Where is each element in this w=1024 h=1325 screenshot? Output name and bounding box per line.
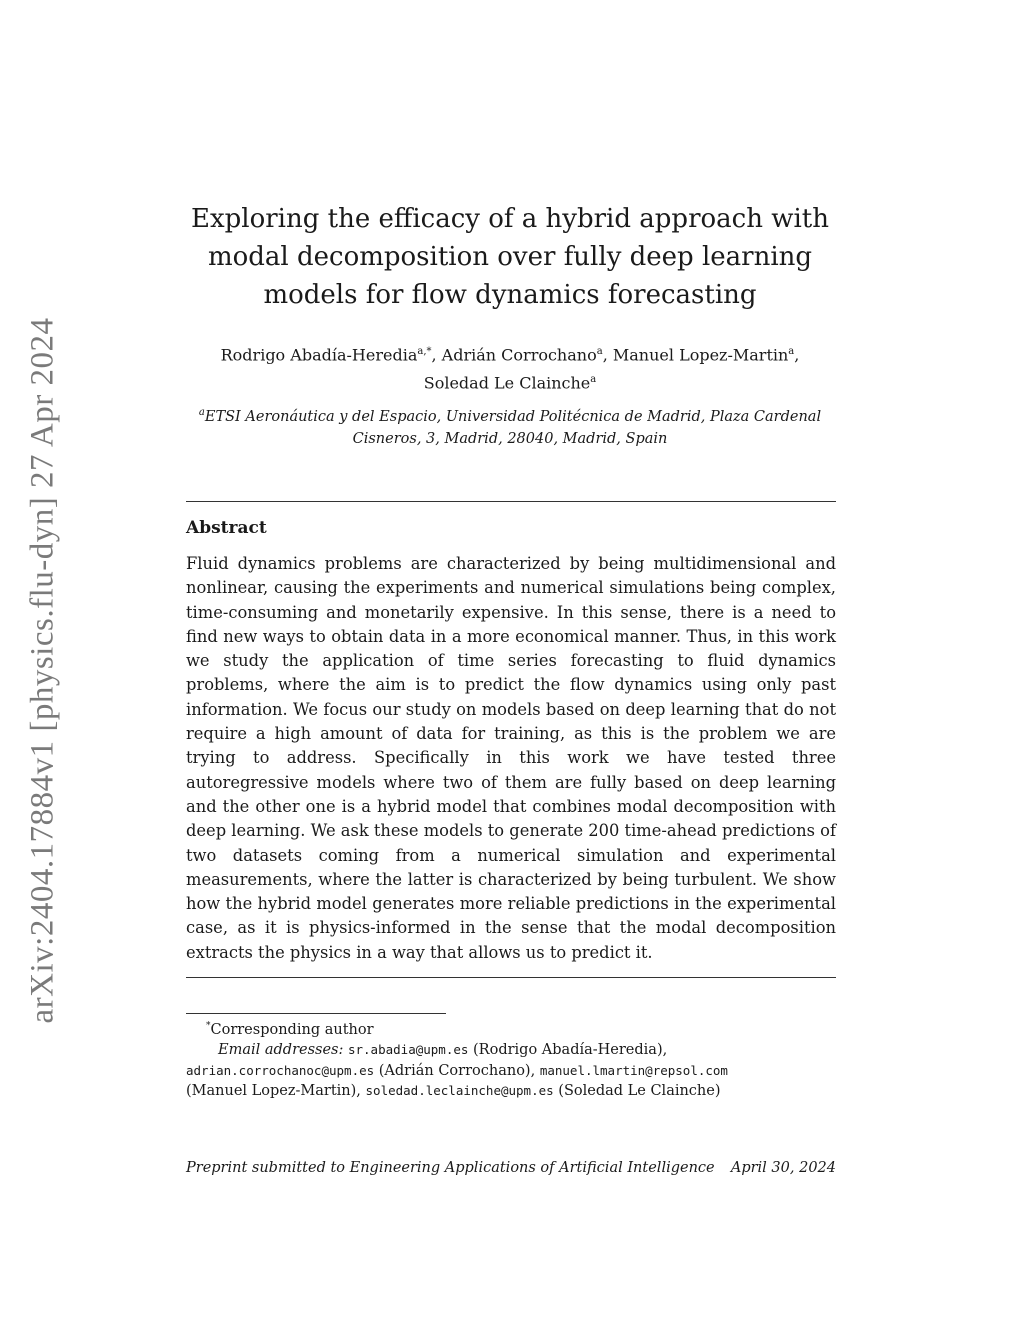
email-link[interactable]: soledad.leclainche@upm.es: [365, 1083, 554, 1099]
abstract-top-rule: [186, 501, 836, 502]
email-owner: (Adrián Corrochano),: [378, 1062, 536, 1079]
author-mark: a,*: [417, 346, 432, 357]
author-name: Manuel Lopez-Martin: [612, 345, 789, 365]
corresponding-author-note: Corresponding author: [210, 1021, 374, 1038]
author-name: Soledad Le Clainche: [423, 373, 591, 393]
footnote: [186, 1016, 846, 1102]
footnote-rule: [186, 1013, 446, 1014]
affiliation-text: ETSI Aeronáutica y del Espacio, Universidad Politécnica de Madrid, Plaza Cardenal Cisneros, 3, Madrid, 28040, Madrid, Spain: [204, 408, 822, 447]
arxiv-identifier: [18, 310, 68, 1030]
email-owner: (Rodrigo Abadía-Heredia),: [473, 1042, 668, 1059]
author-mark: a: [596, 346, 603, 357]
email-link[interactable]: manuel.lmartin@repsol.com: [539, 1062, 728, 1078]
arxiv-identifier-text: arXiv:2404.17884v1 [physics.flu-dyn] 27 Apr 2024: [24, 317, 61, 1023]
author-mark: a: [590, 374, 597, 386]
page-footer: [186, 1160, 836, 1176]
email-link[interactable]: adrian.corrochanoc@upm.es: [186, 1062, 375, 1078]
email-owner: (Manuel Lopez-Martin),: [186, 1083, 361, 1100]
abstract-body: Fluid dynamics problems are characterized by being multidimensional and nonlinear, causing the experiments and numerical simulations being complex, time-consuming and monetarily expensive. In this sense, there is a need to find new ways to obtain data in a more economical manner. Thus, in this work we study the application of time series forecasting to fluid dynamics problems, where the aim is to predict the flow dynamics using only past information. We focus our study on models based on deep learning that do not require a high amount of data for training, as this is the problem we are trying to address. Specifically in this work we have tested three autoregressive models where two of them are fully based on deep learning and the other one is a hybrid model that combines modal decomposition with deep learning. We ask these models to generate 200 time-ahead predictions of two datasets coming from a numerical simulation and experimental measurements, where the latter is characterized by being turbulent. We show how the hybrid model generates more reliable predictions in the experimental case, as it is physics-informed in the sense that the modal decomposition extracts the physics in a way that allows us to predict it.: [186, 554, 836, 962]
abstract-heading: Abstract: [186, 518, 267, 538]
affiliation-mark: a: [198, 407, 205, 418]
footer-date: April 30, 2024: [730, 1160, 836, 1176]
author-name: Rodrigo Abadía-Heredia: [220, 345, 418, 365]
footnote-mark: *: [206, 1021, 211, 1031]
author-name: Adrián Corrochano: [441, 345, 597, 365]
author-list: Rodrigo Abadía-Heredia$^{a,*}$, Adrián Corrochano$^a$, Manuel Lopez-Martin$^a$, Soledad Le Clainche$^a$: [220, 345, 800, 393]
email-label: Email addresses:: [218, 1042, 344, 1059]
abstract-bottom-rule: [186, 977, 836, 978]
preprint-note: Preprint submitted to Engineering Applications of Artificial Intelligence: [186, 1160, 715, 1176]
email-owner: (Soledad Le Clainche): [558, 1083, 721, 1100]
email-link[interactable]: sr.abadia@upm.es: [347, 1042, 469, 1058]
paper-title: Exploring the efficacy of a hybrid approach with modal decomposition over fully deep learning models for flow dynamics forecasting: [191, 204, 829, 310]
affiliation: [180, 402, 840, 450]
author-mark: a: [788, 346, 795, 357]
